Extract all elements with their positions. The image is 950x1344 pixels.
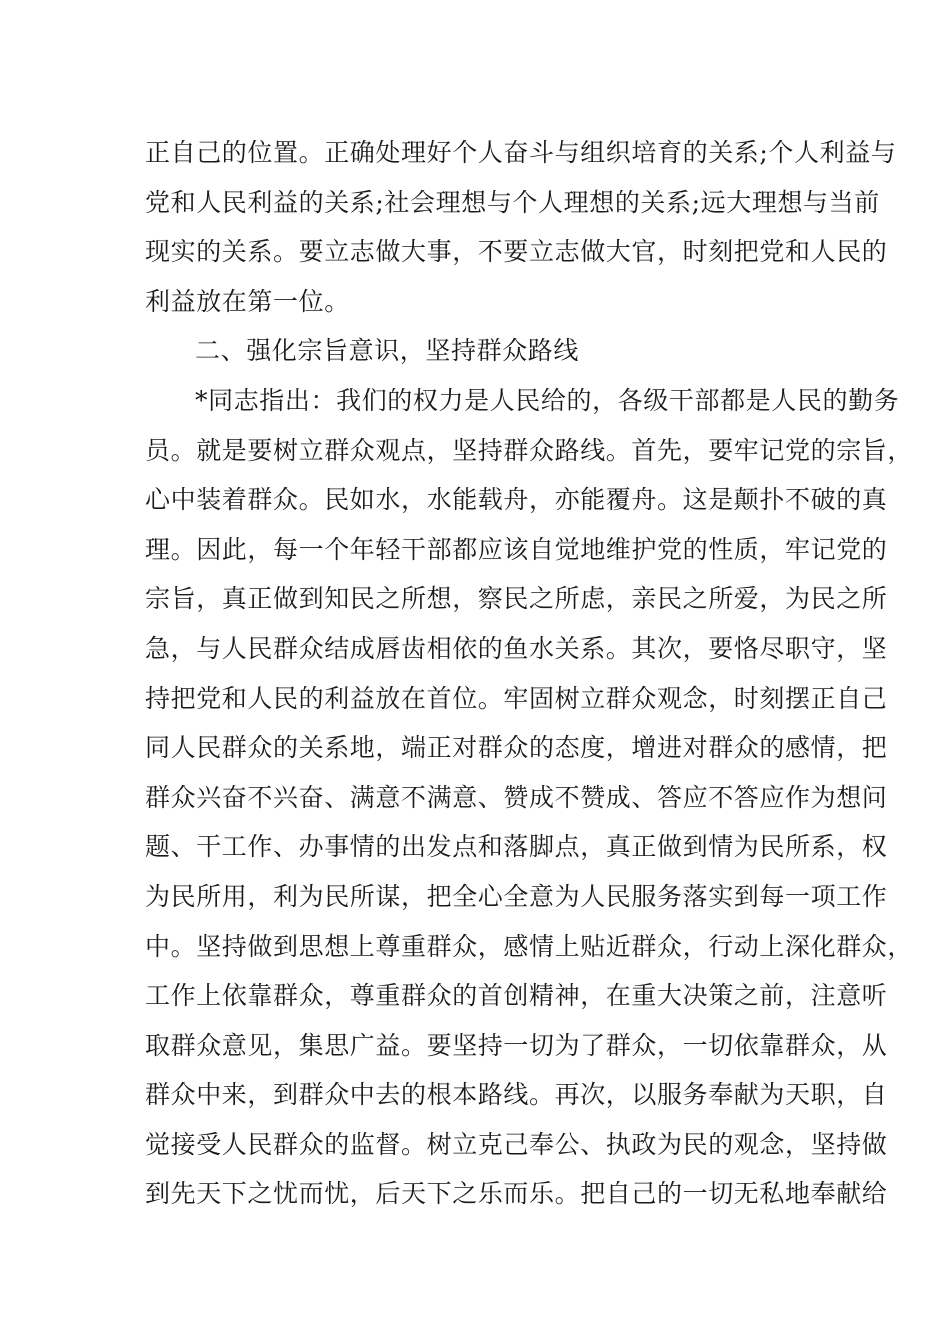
text-line-8: 心中装着群众。民如水，水能载舟，亦能覆舟。这是颠扑不破的真 (145, 485, 888, 515)
text-line-11: 急，与人民群众结成唇齿相依的鱼水关系。其次，要恪尽职守，坚 (145, 633, 888, 663)
text-line-4: 利益放在第一位。 (145, 286, 350, 316)
text-line-7: 员。就是要树立群众观点，坚持群众路线。首先，要牢记党的宗旨， (145, 435, 914, 465)
text-line-1: 正自己的位置。正确处理好个人奋斗与组织培育的关系;个人利益与 (145, 138, 897, 167)
text-line-14: 群众兴奋不兴奋、满意不满意、赞成不赞成、答应不答应作为想问 (145, 782, 888, 812)
section-heading: 二、强化宗旨意识，坚持群众路线 (195, 336, 580, 366)
body-text (145, 128, 914, 1219)
text-line-16: 为民所用，利为民所谋，把全心全意为人民服务落实到每一项工作 (145, 881, 888, 911)
text-line-3: 现实的关系。要立志做大事，不要立志做大官，时刻把党和人民的 (145, 237, 888, 267)
text-line-9: 理。因此，每一个年轻干部都应该自觉地维护党的性质，牢记党的 (145, 534, 888, 564)
text-line-18: 工作上依靠群众，尊重群众的首创精神，在重大决策之前，注意听 (145, 981, 888, 1011)
text-line-12: 持把党和人民的利益放在首位。牢固树立群众观念，时刻摆正自己 (145, 683, 888, 713)
text-line-10: 宗旨，真正做到知民之所想，察民之所虑，亲民之所爱，为民之所 (145, 584, 888, 614)
text-line-20: 群众中来，到群众中去的根本路线。再次，以服务奉献为天职，自 (145, 1080, 888, 1110)
text-line-22: 到先天下之忧而忧，后天下之乐而乐。把自己的一切无私地奉献给 (145, 1179, 888, 1209)
text-line-13: 同人民群众的关系地，端正对群众的态度，增进对群众的感情，把 (145, 733, 888, 763)
text-line-19: 取群众意见，集思广益。要坚持一切为了群众，一切依靠群众，从 (145, 1030, 888, 1060)
text-line-21: 觉接受人民群众的监督。树立克己奉公、执政为民的观念，坚持做 (145, 1129, 888, 1159)
paragraph-start-line: *同志指出：我们的权力是人民给的，各级干部都是人民的勤务 (195, 385, 900, 415)
text-line-17: 中。坚持做到思想上尊重群众，感情上贴近群众，行动上深化群众， (145, 931, 914, 961)
text-line-15: 题、干工作、办事情的出发点和落脚点，真正做到情为民所系，权 (145, 832, 888, 862)
text-line-2: 党和人民利益的关系;社会理想与个人理想的关系;远大理想与当前 (145, 187, 880, 217)
